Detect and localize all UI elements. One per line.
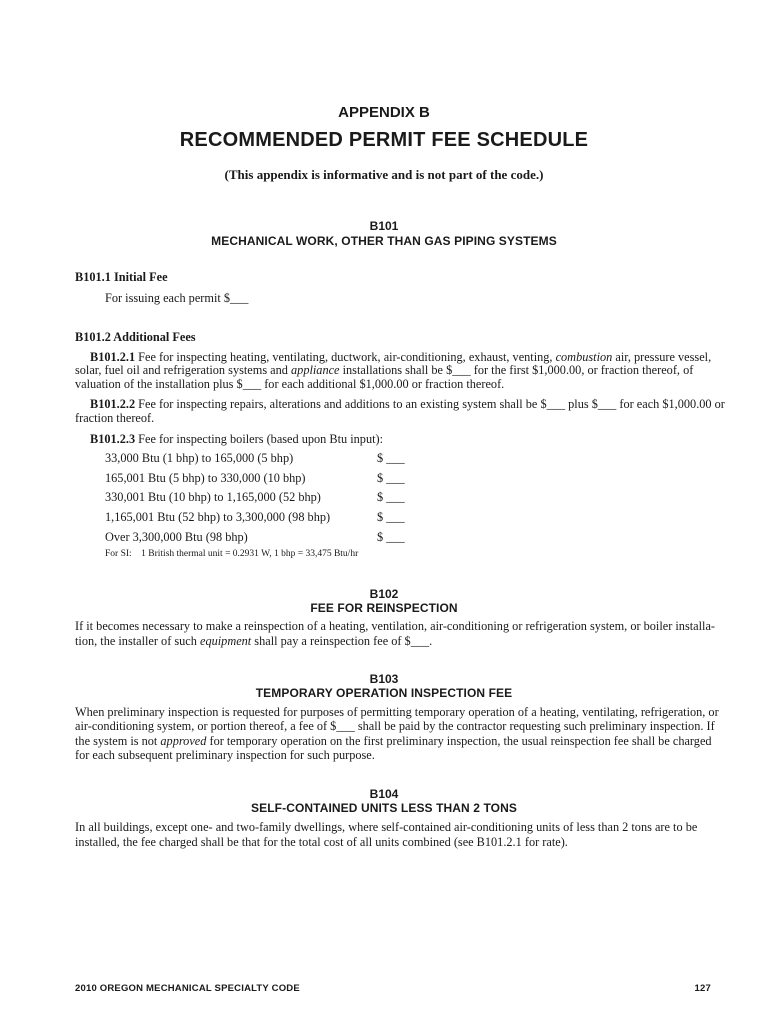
paragraph-b103-line2: air-conditioning system, or portion thereof, a fee of $___ shall be paid by the contractor requesting such preliminary inspection. If: [75, 719, 715, 733]
appendix-note: (This appendix is informative and is not part of the code.): [224, 167, 544, 182]
paragraph-b102-line1: If it becomes necessary to make a reinspection of a heating, ventilation, air-conditioning or refrigeration system, or boiler installa-: [75, 619, 716, 633]
section-number-b102: B102: [369, 587, 399, 601]
paragraph-number: B101.2.2: [90, 397, 136, 411]
section-title-b104: SELF-CONTAINED UNITS LESS THAN 2 TONS: [251, 801, 517, 815]
paragraph-b103-line4: for each subsequent preliminary inspection for such purpose.: [75, 748, 375, 762]
boiler-row-fee: $ ___: [377, 490, 405, 504]
paragraph-b101-2-3: B101.2.3 Fee for inspecting boilers (based upon Btu input):: [90, 432, 384, 446]
subsection-heading-b101-2: B101.2 Additional Fees: [75, 330, 196, 344]
paragraph-b104-line1: In all buildings, except one- and two-family dwellings, where self-contained air-conditioning units of less than 2 tons are to be: [75, 820, 698, 834]
section-number-b103: B103: [369, 672, 399, 686]
boiler-row-range: 1,165,001 Btu (52 bhp) to 3,300,000 (98 bhp): [105, 510, 331, 524]
paragraph-b102-line2: tion, the installer of such equipment shall pay a reinspection fee of $___.: [75, 634, 433, 648]
section-title-b101: MECHANICAL WORK, OTHER THAN GAS PIPING SYSTEMS: [211, 234, 557, 248]
paragraph-number: B101.2.3: [90, 432, 136, 446]
boiler-row-fee: $ ___: [377, 451, 405, 465]
paragraph-b103-line1: When preliminary inspection is requested for purposes of permitting temporary operation of a heating, ventilating, refrigeration, or: [75, 705, 719, 719]
section-number-b101: B101: [369, 219, 399, 233]
paragraph-b103-line3: the system is not approved for temporary operation on the first preliminary inspection, the usual reinspection fee shall be charged: [75, 734, 712, 748]
paragraph-b101-2-1-line1: B101.2.1 Fee for inspecting heating, ventilating, ductwork, air-conditioning, exhaust, venting, combustion air, pressure vessel,: [90, 350, 712, 364]
boiler-row-fee: $ ___: [377, 471, 405, 485]
appendix-label: APPENDIX B: [338, 104, 430, 121]
initial-fee-text: For issuing each permit $___: [105, 291, 249, 305]
section-number-b104: B104: [369, 787, 399, 801]
section-title-b102: FEE FOR REINSPECTION: [310, 601, 458, 615]
si-conversion-note: For SI: 1 British thermal unit = 0.2931 W, 1 bhp = 33,475 Btu/hr: [105, 549, 359, 559]
subsection-heading-b101-1: B101.1 Initial Fee: [75, 270, 168, 284]
paragraph-b101-2-1-line2: solar, fuel oil and refrigeration systems and appliance installations shall be $___ for the first $1,000.00, or fraction thereof, of: [75, 363, 694, 377]
boiler-row-range: 165,001 Btu (5 bhp) to 330,000 (10 bhp): [105, 471, 306, 485]
footer-code-title: 2010 OREGON MECHANICAL SPECIALTY CODE: [75, 983, 300, 994]
paragraph-b101-2-1-line3: valuation of the installation plus $___ for each additional $1,000.00 or fraction thereof.: [75, 377, 505, 391]
boiler-row-fee: $ ___: [377, 510, 405, 524]
page-title: RECOMMENDED PERMIT FEE SCHEDULE: [179, 129, 589, 151]
boiler-row-range: 330,001 Btu (10 bhp) to 1,165,000 (52 bhp): [105, 490, 321, 504]
paragraph-number: B101.2.1: [90, 350, 136, 364]
paragraph-b101-2-2-line2: fraction thereof.: [75, 411, 155, 425]
section-title-b103: TEMPORARY OPERATION INSPECTION FEE: [255, 686, 513, 700]
paragraph-b101-2-2-line1: B101.2.2 Fee for inspecting repairs, alterations and additions to an existing system shall be $___ plus $___ for each $1,000.00 or: [90, 397, 725, 411]
boiler-row-fee: $ ___: [377, 530, 405, 544]
paragraph-b104-line2: installed, the fee charged shall be that for the total cost of all units combined (see B101.2.1 for rate).: [75, 835, 568, 849]
boiler-row-range: 33,000 Btu (1 bhp) to 165,000 (5 bhp): [105, 451, 294, 465]
page-number: 127: [694, 983, 711, 994]
boiler-row-range: Over 3,300,000 Btu (98 bhp): [105, 530, 248, 544]
